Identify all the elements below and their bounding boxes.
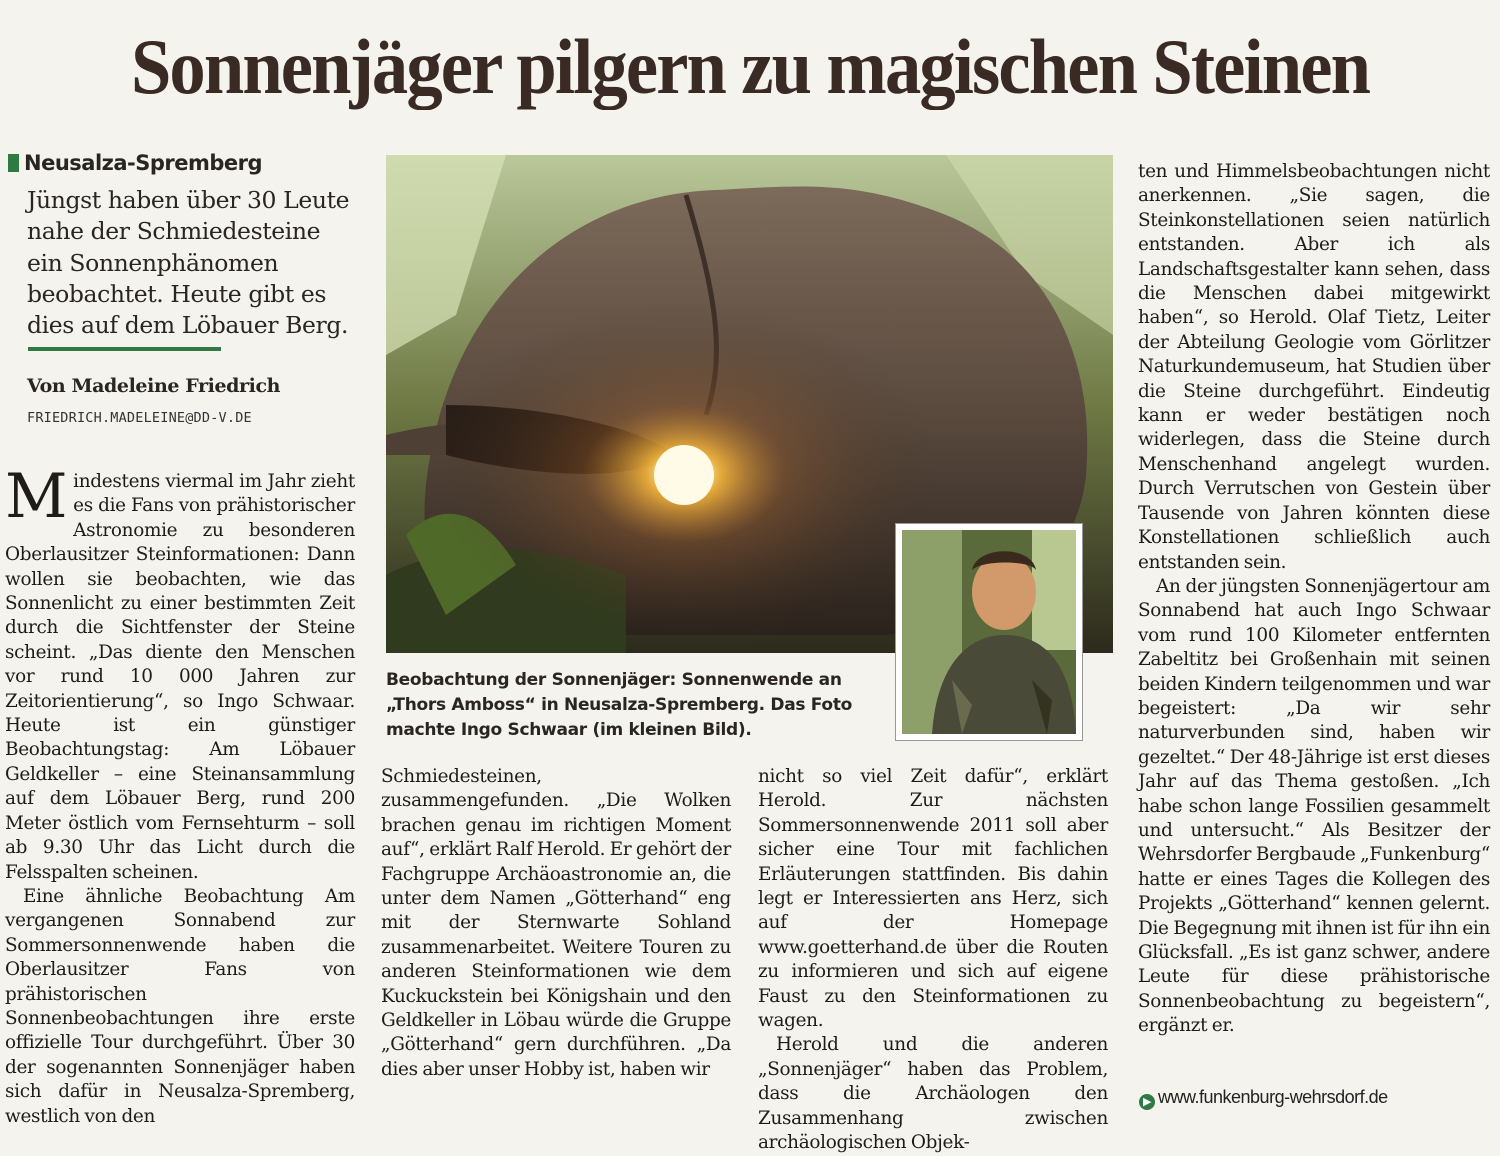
col3-paragraph-2: Herold und die anderen „Sonnenjäger“ haben das Problem, dass die Archäologen den Zusammenhang zwischen archäologischen Objek- xyxy=(758,1034,1108,1154)
play-arrow-icon: ▶ xyxy=(1139,1094,1155,1110)
web-link-text[interactable]: www.funkenburg-wehrsdorf.de xyxy=(1158,1087,1388,1107)
headline: Sonnenjäger pilgern zu magischen Steinen xyxy=(130,23,1370,110)
col3-paragraph-1: nicht so viel Zeit dafür“, erklärt Herold. Zur nächsten Sommersonnenwende 2011 soll aber sicher eine Tour mit fachlichen Erläuterungen stattfinden. Bis dahin legt er Interessierten ans Herz, sich auf der Homepage www.goetterhand.de über die Routen zu informieren und sich auf eigene Faust zu den Steinformationen zu wagen. xyxy=(758,766,1108,1032)
article-column-4 xyxy=(1138,160,1490,1039)
col2-paragraph-1: Schmiedesteinen, zusammengefunden. „Die Wolken brachen genau im richtigen Moment auf“, erklärt Ralf Herold. Er gehört der Fachgruppe Archäoastronomie an, die unter dem Namen „Götterhand“ eng mit der Sternwarte Sohland zusammenarbeitet. Weitere Touren zu anderen Steinformationen wie dem Kuckuckstein bei Königshain und den Geldkeller in Löbau würde die Gruppe „Götterhand“ gern durchführen. „Da dies aber unser Hobby ist, haben wir xyxy=(381,766,731,1080)
divider xyxy=(28,347,221,351)
web-link[interactable] xyxy=(1139,1087,1388,1110)
dropcap: M xyxy=(5,461,68,532)
photo-caption: Beobachtung der Sonnenjäger: Sonnenwende an „Thors Amboss“ in Neusalza-Spremberg. Das Foto machte Ingo Schwaar (im kleinen Bild). xyxy=(386,670,853,740)
byline: Von Madeleine Friedrich xyxy=(27,375,281,397)
green-square-icon xyxy=(8,154,19,172)
col4-paragraph-2: An der jüngsten Sonnenjägertour am Sonnabend hat auch Ingo Schwaar vom rund 100 Kilometer entfernten Zabeltitz bei Großenhain mit seinen beiden Kindern teilgenommen und war begeistert: „Da wir sehr naturverbunden sind, haben wir gezeltet.“ Der 48-Jährige ist erst dieses Jahr auf das Thema gestoßen. „Ich habe schon lange Fossilien gesammelt und untersucht.“ Als Besitzer der Wehrsdorfer Bergbaude „Funkenburg“ hatte er eines Tages die Kollegen des Projekts „Götterhand“ kennen gelernt. Die Begegnung mit ihnen ist für ihn ein Glücksfall. „Es ist ganz schwer, andere Leute für diese prähistorische Sonnenbeobachtung zu begeistern“, ergänzt er. xyxy=(1138,575,1490,1037)
article-column-3 xyxy=(758,765,1108,1156)
inset-portrait-photo xyxy=(896,524,1082,740)
col1-paragraph-2: Eine ähnliche Beobachtung Am vergangenen Sonnabend zur Sommersonnenwende haben die Oberlausitzer Fans von prähistorischen Sonnenbeobachtungen ihre erste offizielle Tour durchgeführt. Über 30 der sogenannten Sonnenjäger haben sich dafür in Neusalza-Spremberg, westlich von den xyxy=(5,885,355,1127)
article-column-2 xyxy=(381,765,731,1082)
dateline xyxy=(8,151,262,175)
col4-paragraph-1: ten und Himmelsbeobachtungen nicht anerkennen. „Sie sagen, die Steinkonstellationen seien natürlich entstanden. Aber ich als Landschaftsgestalter kann sehen, dass die Menschen dabei mitgewirkt haben“, so Herold. Olaf Tietz, Leiter der Abteilung Geologie vom Görlitzer Naturkundemuseum, hat Studien über die Steine durchgeführt. Eindeutig kann er weder bestätigen noch widerlegen, dass die Steine durch Menschenhand angelegt wurden. Durch Verrutschen von Gestein über Tausende von Jahren könnten diese Konstellationen schließlich auch entstanden sein. xyxy=(1138,161,1490,573)
article-column-1 xyxy=(5,461,355,1129)
portrait-image xyxy=(902,530,1076,734)
col1-paragraph-1: indestens viermal im Jahr zieht es die Fans von prähistorischer Astronomie zu besonderen Oberlausitzer Steinformationen: Dann wollen sie beobachten, wie das Sonnenlicht zu einer bestimmten Zeit durch die Sichtfenster der Steine scheint. „Das diente den Menschen vor rund 10 000 Jahren zur Zeitorientierung“, so Ingo Schwaar. Heute ist ein günstiger Beobachtungstag: Am Löbauer Geldkeller – eine Steinansammlung auf dem Löbauer Berg, rund 200 Meter östlich vom Fernsehturm – soll ab 9.30 Uhr das Licht durch die Felsspalten scheinen. xyxy=(5,471,355,883)
dateline-text: Neusalza-Spremberg xyxy=(24,151,263,175)
teaser: Jüngst haben über 30 Leute nahe der Schmiedesteine ein Sonnenphänomen beobachtet. Heute gibt es dies auf dem Löbauer Berg. xyxy=(27,186,350,340)
author-email[interactable]: FRIEDRICH.MADELEINE@DD-V.DE xyxy=(27,410,252,426)
